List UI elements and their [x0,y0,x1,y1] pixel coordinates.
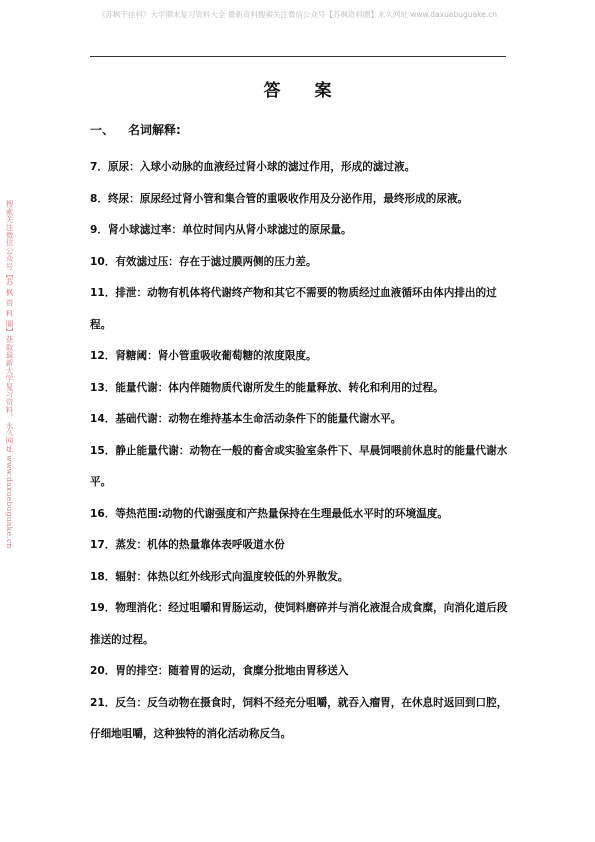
definition-item: 13．能量代谢：体内伴随物质代谢所发生的能量释放、转化和利用的过程。 [90,381,444,394]
definition-item: 17．蒸发：机体的热量靠体表呼吸道水份 [90,539,285,551]
definition-item: 7．原尿：入球小动脉的血液经过肾小球的滤过作用，形成的滤过液。 [90,161,416,173]
definition-item: 14．基础代谢：动物在维持基本生命活动条件下的能量代谢水平。 [90,413,402,425]
side-watermark: 搜索关注微信公众号【苏 枫 资 料 圈】获取最新大学复习资料，永久网址 www.daxuebuguake.cn [5,200,14,549]
definition-item: 16．等热范围:动物的代谢强度和产热量保持在生理最低水平时的环境温度。 [90,507,448,520]
definition-item: 9．肾小球滤过率：单位时间内从肾小球滤过的原尿量。 [90,224,352,236]
definition-item: 21．反刍：反刍动物在摄食时，饲料不经充分咀嚼，就吞入瘤胃，在休息时返回到口腔，仔细地咀嚼，这种独特的消化活动称反刍。 [90,696,508,740]
definition-item: 11．排泄：动物有机体将代谢终产物和其它不需要的物质经过血液循环由体内排出的过程。 [90,287,497,331]
section-heading [90,121,181,138]
definition-item: 20．胃的排空：随着胃的运动，食糜分批地由胃移送入 [90,665,349,677]
section-label: 名词解释: [128,123,181,137]
definition-item: 12．肾糖阈：肾小管重吸收葡萄糖的浓度限度。 [90,350,317,362]
page-title: 答案 [263,81,366,101]
top-watermark-banner: 《苏枫不挂科》大学期末复习资料大全 最新资料搜索关注微信公众号【苏枫资料圈】永久网址 www.daxuebuguake.cn [97,10,498,19]
section-number: 一、 [90,123,115,137]
definition-list [90,152,510,751]
definition-item: 15．静止能量代谢：动物在一般的畜舍或实验室条件下、早晨饲喂前休息时的能量代谢水平。 [90,444,508,488]
definition-item: 18．辐射：体热以红外线形式向温度较低的外界散发。 [90,570,349,583]
definition-item: 19．物理消化：经过咀嚼和胃肠运动，使饲料磨碎并与消化液混合成食糜，向消化道后段推送的过程。 [90,602,508,646]
definition-item: 10．有效滤过压：存在于滤过膜两侧的压力差。 [90,255,317,268]
definition-item: 8．终尿：原尿经过肾小管和集合管的重吸收作用及分泌作用，最终形成的尿液。 [90,192,469,205]
header-rule [90,56,506,57]
